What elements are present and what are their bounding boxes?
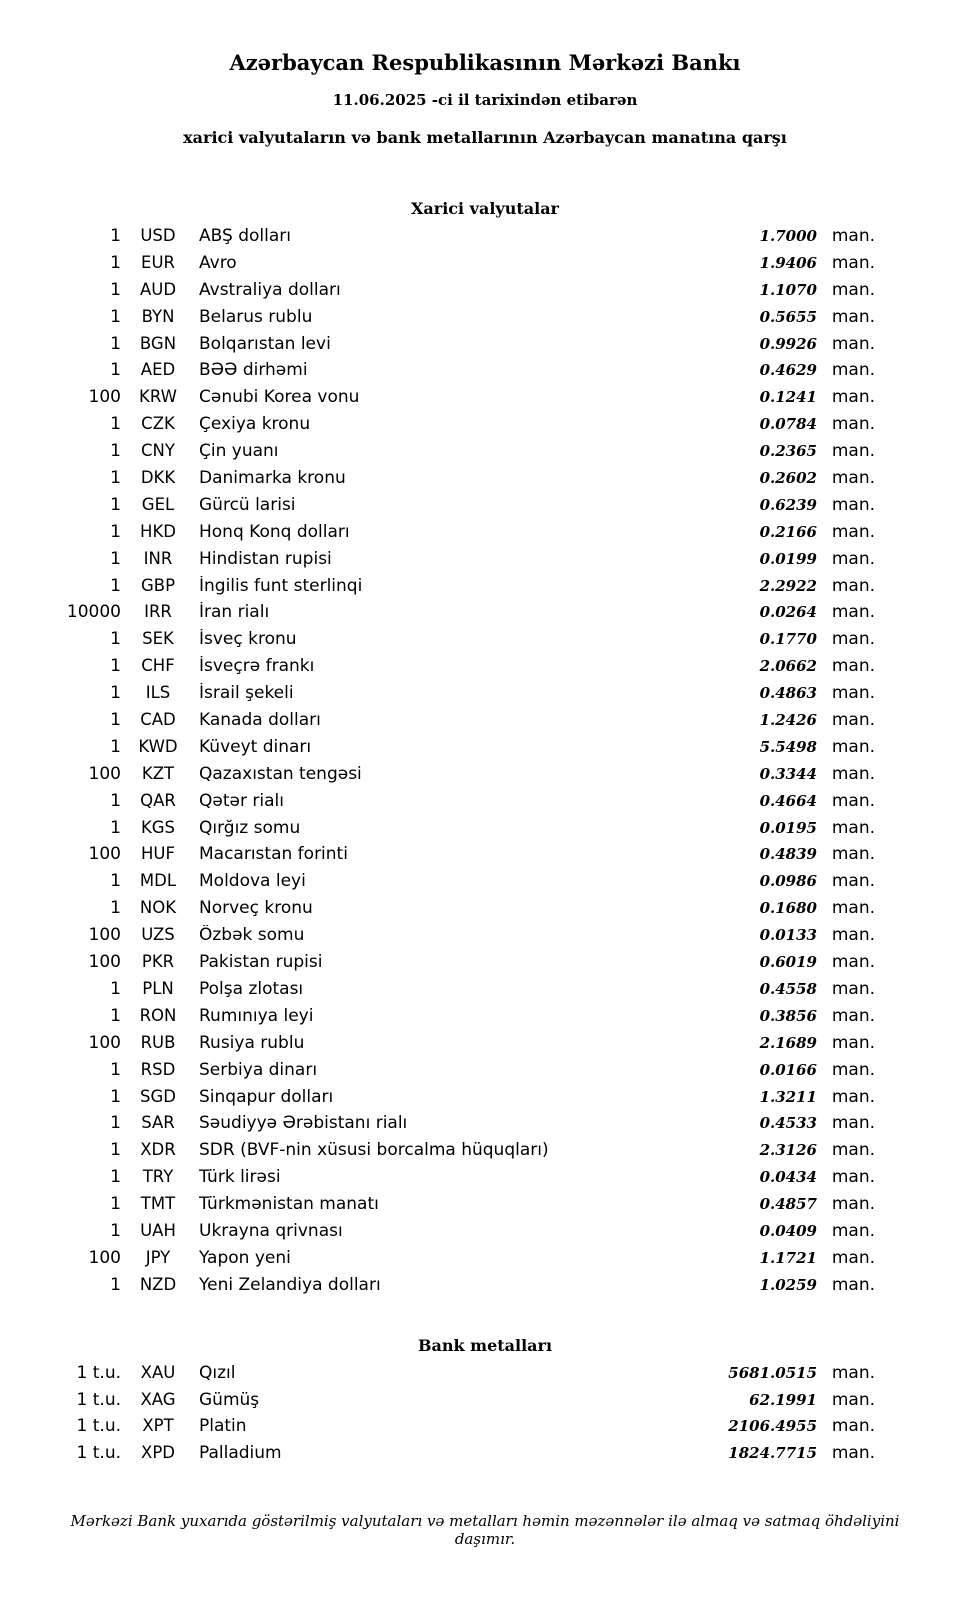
- rate-unit: man.: [831, 414, 875, 435]
- rate-value: 1.9406: [759, 253, 817, 272]
- currency-name: Pakistan rupisi: [199, 952, 323, 973]
- metal-row: [57, 1416, 875, 1443]
- rate-unit: man.: [831, 1032, 875, 1053]
- currency-code: KZT: [141, 763, 175, 783]
- currency-name: Çexiya kronu: [199, 414, 311, 435]
- rate-value: 1.7000: [759, 227, 817, 245]
- quantity: 100: [88, 1247, 121, 1268]
- quantity: 1: [110, 978, 121, 999]
- rate-value: 0.4533: [759, 1114, 817, 1133]
- rate-value: 0.5655: [759, 307, 817, 326]
- currencies-section-title: Xarici valyutalar: [411, 199, 559, 218]
- currency-row: [57, 468, 875, 495]
- currency-code: AUD: [139, 279, 177, 299]
- page-title: Azərbaycan Respublikasının Mərkəzi Bankı: [229, 50, 741, 75]
- quantity: 1: [110, 1140, 121, 1161]
- rate-value: 0.0409: [759, 1221, 817, 1240]
- currency-row: [57, 656, 875, 683]
- currency-code: CZK: [141, 414, 175, 434]
- rate-unit: man.: [831, 1416, 875, 1437]
- rate-unit: man.: [831, 656, 875, 677]
- currency-row: [57, 226, 875, 253]
- quantity: 1: [110, 1220, 121, 1241]
- rate-value: 0.2602: [759, 469, 817, 488]
- rate-unit: man.: [831, 1274, 875, 1295]
- currency-name: Macarıstan forinti: [199, 844, 348, 865]
- currency-row: [57, 360, 875, 387]
- rate-unit: man.: [831, 952, 875, 973]
- currency-name: BƏƏ dirhəmi: [199, 360, 308, 381]
- rate-value: 0.2166: [759, 522, 817, 541]
- rate-value: 0.4629: [759, 361, 817, 380]
- quantity: 1 t.u.: [76, 1389, 121, 1410]
- page-subtitle: xarici valyutaların və bank metallarının Azərbaycan manatına qarşı: [183, 128, 787, 147]
- currency-code: NOK: [139, 898, 177, 918]
- currency-row: [57, 1221, 875, 1248]
- rate-unit: man.: [831, 736, 875, 757]
- currency-name: Yapon yeni: [199, 1247, 291, 1268]
- currency-row: [57, 925, 875, 952]
- quantity: 1: [110, 252, 121, 273]
- currency-name: Çin yuanı: [199, 441, 279, 462]
- rate-unit: man.: [831, 441, 875, 462]
- quantity: 1: [110, 360, 121, 381]
- rate-value: 1.1070: [759, 280, 817, 299]
- rate-unit: man.: [831, 1194, 875, 1215]
- currency-name: Qırğız somu: [199, 817, 301, 838]
- currency-name: Serbiya dinarı: [199, 1059, 318, 1080]
- effective-date-line: 11.06.2025 -ci il tarixindən etibarən: [332, 91, 638, 109]
- currency-code: PKR: [141, 952, 175, 972]
- currency-row: [57, 1006, 875, 1033]
- rate-value: 0.9926: [759, 334, 817, 353]
- currency-code: BYN: [141, 306, 175, 326]
- quantity: 100: [88, 925, 121, 946]
- rate-unit: man.: [831, 898, 875, 919]
- currency-row: [57, 871, 875, 898]
- currency-code: RON: [139, 1005, 177, 1025]
- currency-code: JPY: [145, 1247, 171, 1267]
- rate-unit: man.: [831, 817, 875, 838]
- quantity: 1 t.u.: [76, 1443, 121, 1464]
- currency-row: [57, 898, 875, 925]
- currency-row: [57, 414, 875, 441]
- metal-rates-list: [57, 1363, 875, 1471]
- quantity: 100: [88, 763, 121, 784]
- currency-row: [57, 1167, 875, 1194]
- rate-unit: man.: [831, 1059, 875, 1080]
- currency-row: [57, 441, 875, 468]
- quantity: 1: [110, 683, 121, 704]
- currency-name: Qızıl: [199, 1362, 236, 1383]
- rate-value: 0.4857: [759, 1195, 817, 1214]
- quantity: 1 t.u.: [76, 1362, 121, 1383]
- currency-row: [57, 522, 875, 549]
- currency-name: Cənubi Korea vonu: [199, 387, 360, 408]
- currency-code: GEL: [141, 494, 175, 514]
- rate-unit: man.: [831, 871, 875, 892]
- currency-name: ABŞ dolları: [199, 226, 291, 246]
- currency-row: [57, 844, 875, 871]
- quantity: 1: [110, 1274, 121, 1295]
- currency-code: USD: [140, 226, 176, 245]
- rate-value: 1.3211: [759, 1087, 817, 1106]
- rate-unit: man.: [831, 1113, 875, 1134]
- currency-code: DKK: [140, 468, 176, 488]
- rate-value: 0.0784: [759, 415, 817, 434]
- currency-name: Türk lirəsi: [199, 1167, 281, 1188]
- currency-code: TMT: [140, 1194, 176, 1214]
- rate-value: 0.6019: [759, 953, 817, 972]
- rate-value: 2.3126: [759, 1141, 817, 1160]
- currency-name: Honq Konq dolları: [199, 521, 350, 542]
- currency-name: Ukrayna qrivnası: [199, 1220, 343, 1241]
- quantity: 1: [110, 1167, 121, 1188]
- currency-row: [57, 1087, 875, 1114]
- quantity: 1: [110, 871, 121, 892]
- currency-code: BGN: [139, 333, 177, 353]
- rate-unit: man.: [831, 1247, 875, 1268]
- quantity: 1: [110, 279, 121, 300]
- quantity: 1: [110, 1059, 121, 1080]
- currency-code: SGD: [140, 1086, 176, 1106]
- currency-code: XPD: [141, 1443, 175, 1463]
- rate-value: 2.0662: [759, 657, 817, 676]
- currency-name: İsrail şekeli: [199, 683, 294, 704]
- currency-code: MDL: [139, 871, 177, 891]
- currency-name: Moldova leyi: [199, 871, 306, 892]
- currency-row: [57, 1248, 875, 1275]
- currency-code: CNY: [141, 441, 175, 461]
- rate-value: 0.4839: [759, 845, 817, 864]
- currency-row: [57, 280, 875, 307]
- currency-name: Rusiya rublu: [199, 1032, 305, 1053]
- document-header: [0, 50, 970, 147]
- rate-value: 2.2922: [759, 576, 817, 595]
- quantity: 1: [110, 306, 121, 327]
- metals-section-title: Bank metalları: [417, 1335, 553, 1355]
- currency-name: İsveçrə frankı: [199, 656, 315, 677]
- currency-name: Qətər rialı: [199, 790, 284, 811]
- quantity: 1: [110, 817, 121, 838]
- quantity: 1: [110, 575, 121, 596]
- currency-code: KGS: [140, 817, 176, 837]
- currency-code: CHF: [141, 656, 175, 676]
- rate-unit: man.: [831, 1220, 875, 1241]
- quantity: 1: [110, 1005, 121, 1026]
- rate-value: 1.2426: [759, 711, 817, 730]
- currency-code: XDR: [140, 1140, 176, 1160]
- metal-row: [57, 1390, 875, 1417]
- quantity: 100: [88, 387, 121, 408]
- currency-name: Avstraliya dolları: [199, 279, 341, 300]
- currency-name: Səudiyyə Ərəbistanı rialı: [199, 1113, 408, 1134]
- rate-value: 1824.7715: [728, 1444, 817, 1463]
- currency-row: [57, 764, 875, 791]
- rate-value: 0.4664: [759, 791, 817, 810]
- rate-unit: man.: [831, 252, 875, 273]
- currency-name: Gürcü larisi: [199, 494, 296, 515]
- currency-row: [57, 334, 875, 361]
- quantity: 100: [88, 844, 121, 865]
- rate-value: 1.1721: [759, 1248, 817, 1267]
- quantity: 1: [110, 494, 121, 515]
- rate-unit: man.: [831, 226, 875, 246]
- rate-unit: man.: [831, 1167, 875, 1188]
- rate-value: 5.5498: [759, 737, 817, 756]
- rate-value: 0.6239: [759, 495, 817, 514]
- currency-name: SDR (BVF-nin xüsusi borcalma hüquqları): [199, 1140, 549, 1161]
- rate-unit: man.: [831, 1389, 875, 1410]
- rate-value: 0.0133: [759, 926, 817, 945]
- quantity: 1 t.u.: [76, 1416, 121, 1437]
- currency-row: [57, 576, 875, 603]
- currency-code: XAU: [140, 1362, 176, 1382]
- rate-unit: man.: [831, 521, 875, 542]
- currency-code: IRR: [144, 602, 172, 622]
- currency-name: Norveç kronu: [199, 898, 313, 919]
- currency-name: Platin: [199, 1416, 247, 1437]
- rate-value: 5681.0515: [728, 1363, 817, 1382]
- rate-value: 0.1770: [759, 630, 817, 649]
- quantity: 1: [110, 1113, 121, 1134]
- rate-value: 0.1241: [759, 388, 817, 407]
- quantity: 1: [110, 441, 121, 462]
- currency-code: CAD: [140, 710, 176, 730]
- quantity: 1: [110, 521, 121, 542]
- quantity: 100: [88, 952, 121, 973]
- rate-unit: man.: [831, 306, 875, 327]
- rate-unit: man.: [831, 1443, 875, 1464]
- currency-row: [57, 307, 875, 334]
- currency-row: [57, 1140, 875, 1167]
- rate-value: 0.0166: [759, 1060, 817, 1079]
- currency-code: ILS: [145, 683, 171, 703]
- rate-value: 0.0195: [759, 818, 817, 837]
- currency-row: [57, 549, 875, 576]
- currency-name: Polşa zlotası: [199, 978, 304, 999]
- currency-code: SEK: [142, 629, 174, 649]
- rate-value: 0.0986: [759, 872, 817, 891]
- currency-code: KWD: [138, 736, 178, 756]
- rate-unit: man.: [831, 1086, 875, 1107]
- disclaimer-note: Mərkəzi Bank yuxarıda göstərilmiş valyutaları və metalları həmin məzənnələr ilə almaq və satmaq öhdəliyini daşımır.: [70, 1512, 900, 1549]
- quantity: 1: [110, 226, 121, 246]
- currency-name: Rumınıya leyi: [199, 1005, 314, 1026]
- rate-value: 0.0264: [759, 603, 817, 622]
- currency-name: Belarus rublu: [199, 306, 313, 327]
- currency-name: Özbək somu: [199, 925, 305, 946]
- currency-name: Palladium: [199, 1443, 282, 1464]
- rate-unit: man.: [831, 575, 875, 596]
- rate-unit: man.: [831, 629, 875, 650]
- quantity: 1: [110, 736, 121, 757]
- currency-code: RUB: [140, 1032, 176, 1052]
- currency-code: EUR: [141, 252, 175, 272]
- currency-row: [57, 1060, 875, 1087]
- currency-name: Qazaxıstan tengəsi: [199, 763, 362, 784]
- currency-code: HUF: [141, 844, 175, 864]
- currency-code: AED: [140, 360, 176, 380]
- quantity: 1: [110, 656, 121, 677]
- rate-value: 0.4558: [759, 979, 817, 998]
- rate-unit: man.: [831, 763, 875, 784]
- rate-unit: man.: [831, 925, 875, 946]
- quantity: 10000: [66, 602, 121, 623]
- currency-name: Bolqarıstan levi: [199, 333, 331, 354]
- currency-row: [57, 818, 875, 845]
- currency-row: [57, 683, 875, 710]
- currency-row: [57, 629, 875, 656]
- rate-unit: man.: [831, 1005, 875, 1026]
- quantity: 1: [110, 333, 121, 354]
- currency-row: [57, 952, 875, 979]
- rate-unit: man.: [831, 333, 875, 354]
- rate-unit: man.: [831, 494, 875, 515]
- currency-code: UAH: [140, 1220, 176, 1240]
- currency-row: [57, 1275, 875, 1302]
- currency-name: Danimarka kronu: [199, 468, 346, 489]
- currency-name: Küveyt dinarı: [199, 736, 312, 757]
- metal-row: [57, 1443, 875, 1470]
- rate-value: 0.1680: [759, 899, 817, 918]
- rate-value: 0.0199: [759, 549, 817, 568]
- rate-unit: man.: [831, 683, 875, 704]
- currency-name: Kanada dolları: [199, 710, 321, 731]
- currency-code: UZS: [141, 925, 175, 945]
- currency-code: XPT: [142, 1416, 174, 1436]
- rate-value: 0.3856: [759, 1006, 817, 1025]
- rate-unit: man.: [831, 710, 875, 731]
- quantity: 1: [110, 1086, 121, 1107]
- currency-code: PLN: [142, 978, 174, 998]
- currency-code: INR: [143, 548, 173, 568]
- quantity: 100: [88, 1032, 121, 1053]
- currency-name: Avro: [199, 252, 237, 273]
- rate-unit: man.: [831, 360, 875, 381]
- currency-code: NZD: [139, 1274, 177, 1294]
- currency-code: QAR: [140, 790, 176, 810]
- rate-unit: man.: [831, 844, 875, 865]
- currency-name: İran rialı: [199, 602, 270, 623]
- currency-row: [57, 253, 875, 280]
- rate-unit: man.: [831, 602, 875, 623]
- rate-unit: man.: [831, 790, 875, 811]
- currency-code: RSD: [140, 1059, 176, 1079]
- currency-name: Hindistan rupisi: [199, 548, 332, 569]
- currency-row: [57, 495, 875, 522]
- rate-unit: man.: [831, 1362, 875, 1383]
- metal-row: [57, 1363, 875, 1390]
- rate-value: 0.4863: [759, 684, 817, 703]
- currency-code: GBP: [140, 575, 176, 595]
- currency-code: KRW: [139, 387, 177, 407]
- quantity: 1: [110, 468, 121, 489]
- currency-code: SAR: [141, 1113, 175, 1133]
- quantity: 1: [110, 710, 121, 731]
- currency-row: [57, 1033, 875, 1060]
- currency-row: [57, 1113, 875, 1140]
- quantity: 1: [110, 898, 121, 919]
- rate-unit: man.: [831, 1140, 875, 1161]
- currency-name: Yeni Zelandiya dolları: [199, 1274, 381, 1295]
- currency-row: [57, 1194, 875, 1221]
- rate-unit: man.: [831, 279, 875, 300]
- quantity: 1: [110, 414, 121, 435]
- currency-name: Sinqapur dolları: [199, 1086, 334, 1107]
- currency-name: Gümüş: [199, 1389, 260, 1410]
- rate-value: 0.2365: [759, 442, 817, 461]
- currency-code: HKD: [140, 521, 176, 541]
- currency-row: [57, 979, 875, 1006]
- currency-row: [57, 737, 875, 764]
- currency-row: [57, 387, 875, 414]
- rate-value: 0.3344: [759, 764, 817, 783]
- currency-row: [57, 602, 875, 629]
- rate-value: 2106.4955: [728, 1417, 817, 1436]
- currency-name: İsveç kronu: [199, 629, 297, 650]
- currency-code: XAG: [140, 1389, 176, 1409]
- rate-unit: man.: [831, 468, 875, 489]
- quantity: 1: [110, 790, 121, 811]
- rate-value: 62.1991: [749, 1390, 817, 1409]
- quantity: 1: [110, 548, 121, 569]
- currency-name: Türkmənistan manatı: [199, 1194, 379, 1215]
- currency-code: TRY: [142, 1167, 174, 1187]
- currency-row: [57, 710, 875, 737]
- rate-value: 2.1689: [759, 1033, 817, 1052]
- currency-row: [57, 791, 875, 818]
- quantity: 1: [110, 1194, 121, 1215]
- rate-unit: man.: [831, 548, 875, 569]
- rate-unit: man.: [831, 387, 875, 408]
- rate-value: 1.0259: [759, 1275, 817, 1294]
- rate-value: 0.0434: [759, 1168, 817, 1187]
- rate-unit: man.: [831, 978, 875, 999]
- currency-rates-list: [57, 226, 875, 1302]
- currency-name: İngilis funt sterlinqi: [199, 575, 363, 596]
- quantity: 1: [110, 629, 121, 650]
